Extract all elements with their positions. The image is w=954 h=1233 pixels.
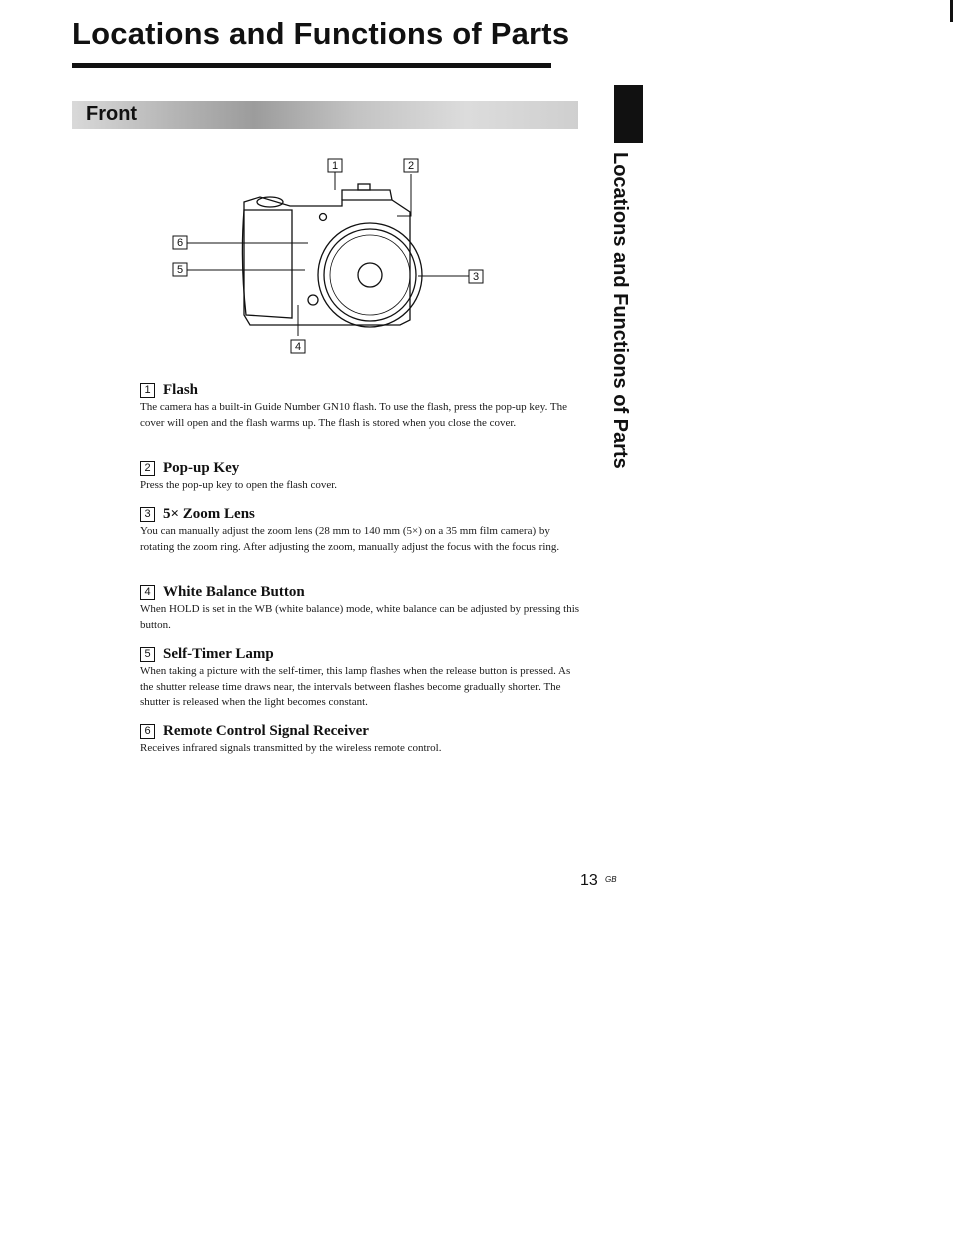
section-band: [72, 101, 578, 129]
page-number: 13: [580, 872, 598, 889]
item-description: You can manually adjust the zoom lens (28 mm to 140 mm (5×) on a 35 mm film camera) by rotating the zoom ring. After adjusting the zoom, manually adjust the focus with the focus ring.: [140, 525, 560, 553]
callout-2: 2: [407, 160, 415, 172]
callout-1: 1: [331, 160, 339, 172]
item-title: Pop-up Key: [163, 460, 240, 476]
camera-grip: [242, 210, 292, 318]
thumb-tab: [614, 85, 643, 143]
item-pop-up-key: [140, 459, 580, 494]
flash-housing: [342, 190, 392, 200]
item-remote-control-receiver: [140, 722, 580, 757]
wb-button-shape: [308, 295, 318, 305]
camera-front-diagram: [160, 150, 500, 360]
item-self-timer-lamp: [140, 645, 580, 711]
section-label: Front: [86, 103, 138, 125]
callout-3: 3: [472, 271, 480, 283]
callout-4: 4: [294, 341, 302, 353]
lens-outer: [318, 223, 422, 327]
item-white-balance-button: [140, 583, 580, 633]
item-title: White Balance Button: [163, 584, 305, 600]
item-description: Receives infrared signals transmitted by the wireless remote control.: [140, 742, 442, 754]
callout-6: 6: [176, 237, 184, 249]
side-title: Locations and Functions of Parts: [609, 152, 631, 469]
page-title: Locations and Functions of Parts: [72, 16, 570, 51]
page-number-suffix: GB: [605, 875, 617, 884]
item-description: The camera has a built-in Guide Number GN10 flash. To use the flash, press the pop-up key. The cover will open and the flash warms up. The flash is stored when you close the cover.: [140, 401, 567, 429]
item-flash: [140, 381, 580, 431]
item-title: Remote Control Signal Receiver: [163, 723, 369, 739]
item-title: Self-Timer Lamp: [163, 646, 274, 662]
item-number: 4: [140, 585, 155, 600]
item-number: 1: [140, 383, 155, 398]
callout-5: 5: [176, 264, 184, 276]
item-number: 3: [140, 507, 155, 522]
item-number: 2: [140, 461, 155, 476]
item-title: 5× Zoom Lens: [163, 506, 255, 522]
shutter-button: [257, 197, 283, 207]
edge-mark: [950, 0, 953, 22]
item-number: 5: [140, 647, 155, 662]
item-zoom-lens: [140, 505, 580, 555]
item-description: When HOLD is set in the WB (white balance) mode, white balance can be adjusted by pressing this button.: [140, 603, 580, 631]
item-description: When taking a picture with the self-timer, this lamp flashes when the release button is pressed. As the shutter release time draws near, the intervals between flashes become gradually shorter. The shutter is released when the light becomes constant.: [140, 665, 571, 708]
item-description: Press the pop-up key to open the flash cover.: [140, 479, 338, 491]
title-rule: [72, 63, 551, 68]
item-title: Flash: [163, 382, 199, 398]
item-number: 6: [140, 724, 155, 739]
